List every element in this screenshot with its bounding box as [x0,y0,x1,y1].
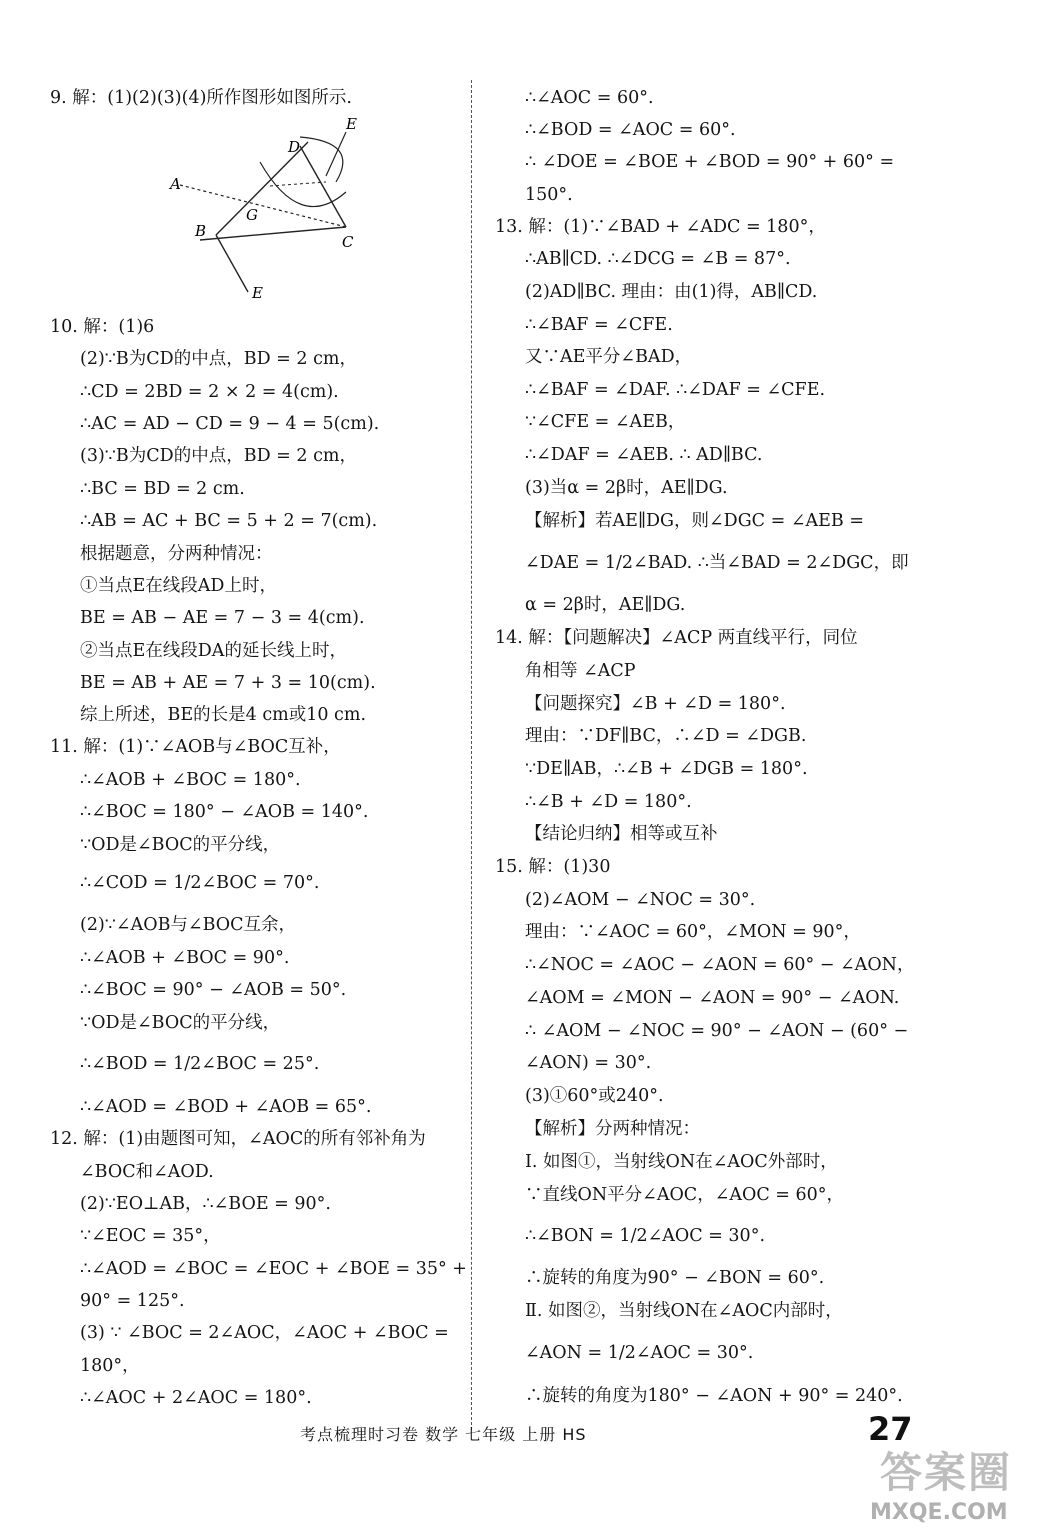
text-line: ∴ ∠DOE = ∠BOE + ∠BOD = 90° + 60° = [525,152,895,172]
text-line: ∴∠DAF = ∠AEB. ∴ AD∥BC. [525,445,763,465]
text-line: ∴∠B + ∠D = 180°. [525,792,692,812]
text-line: Ⅱ. 如图②，当射线ON在∠AOC内部时， [525,1301,843,1321]
text-line: BE = AB + AE = 7 + 3 = 10(cm). [80,673,376,693]
text-line: Ⅰ. 如图①，当射线ON在∠AOC外部时， [525,1152,838,1172]
label-g: G [246,206,258,224]
text-line: 根据题意，分两种情况： [80,544,273,564]
text-line: α = 2β时，AE∥DG. [525,595,686,615]
text-line: (3)①60°或240°. [525,1086,664,1106]
text-line: ①当点E在线段AD上时， [80,576,277,596]
problem-14-answer: 14. 解：【问题解决】∠ACP 两直线平行，同位 [495,628,858,648]
text-line: (2)∵∠AOB与∠BOC互余， [80,915,297,935]
problem-13-answer: 13. 解：(1)∵∠BAD + ∠ADC = 180°， [495,217,826,237]
text-line: ∴旋转的角度为90° − ∠BON = 60°. [525,1268,825,1288]
label-a: A [170,175,181,193]
watermark-logo: 答案圈 [880,1448,1013,1497]
label-e-top: E [346,115,357,133]
text-line: 理由：∵DF∥BC，∴∠D = ∠DGB. [525,726,807,746]
construction-arc-lower [260,162,346,207]
column-divider [471,80,472,1430]
text-line: ∴∠AOB + ∠BOC = 90°. [80,948,290,968]
text-line: ∠DAE = 1/2∠BAD. ∴当∠BAD = 2∠DGC，即 [525,553,909,573]
text-line: ∠BOC和∠AOD. [80,1162,214,1182]
text-line: ∠AOM = ∠MON − ∠AON = 90° − ∠AON. [525,988,900,1008]
text-line: (3)当α = 2β时，AE∥DG. [525,478,728,498]
text-line: ∴AB = AC + BC = 5 + 2 = 7(cm). [80,511,378,531]
text-line: BE = AB − AE = 7 − 3 = 4(cm). [80,608,365,628]
problem-10-answer: 10. 解：(1)6 [50,317,155,337]
problem-12-answer: 12. 解：(1)由题图可知，∠AOC的所有邻补角为 [50,1129,426,1149]
text-line: ②当点E在线段DA的延长线上时， [80,641,347,661]
text-line: 【结论归纳】相等或互补 [525,824,718,844]
text-line: ∴旋转的角度为180° − ∠AON + 90° = 240°. [525,1386,903,1406]
text-line: ∴∠AOD = ∠BOC = ∠EOC + ∠BOE = 35° + [80,1259,467,1279]
dotted-guide [270,182,326,186]
text-line: ∴∠AOC = 60°. [525,88,654,108]
ray-be [216,235,248,292]
text-line: ∵OD是∠BOC的平分线， [80,835,281,855]
problem-9-answer: 9. 解：(1)(2)(3)(4)所作图形如图所示. [50,88,352,108]
text-line: (2)∠AOM − ∠NOC = 30°. [525,890,756,910]
geometry-figure [160,112,370,307]
text-line: (2)∵B为CD的中点，BD = 2 cm， [80,349,357,369]
text-line: (3) ∵ ∠BOC = 2∠AOC，∠AOC + ∠BOC = [80,1323,449,1343]
label-c: C [342,233,354,251]
text-line: 理由：∵∠AOC = 60°，∠MON = 90°， [525,922,861,942]
text-line: ∴∠NOC = ∠AOC − ∠AON = 60° − ∠AON， [525,955,915,975]
watermark [870,1440,1040,1530]
text-line: 角相等 ∠ACP [525,661,636,681]
text-line: 90° = 125°. [80,1291,185,1311]
text-line: ∴BC = BD = 2 cm. [80,479,245,499]
text-line: (2)AD∥BC. 理由：由(1)得，AB∥CD. [525,282,818,302]
text-line: ∴∠BAF = ∠DAF. ∴∠DAF = ∠CFE. [525,380,826,400]
text-line: 150°. [525,185,573,205]
text-line: ∴AC = AD − CD = 9 − 4 = 5(cm). [80,414,380,434]
text-line: ∠AON = 1/2∠AOC = 30°. [525,1343,754,1363]
text-line: ∵∠EOC = 35°， [80,1226,221,1246]
text-line: ∴∠BOD = ∠AOC = 60°. [525,120,736,140]
text-line: ∴∠BAF = ∠CFE. [525,315,673,335]
text-line: 【问题探究】∠B + ∠D = 180°. [525,694,786,714]
text-line: ∴∠AOD = ∠BOD + ∠AOB = 65°. [80,1097,372,1117]
text-line: ∴∠BOD = 1/2∠BOC = 25°. [80,1054,320,1074]
text-line: ∴∠BOC = 90° − ∠AOB = 50°. [80,980,347,1000]
label-d: D [288,138,301,156]
text-line: 180°， [80,1356,140,1376]
problem-15-answer: 15. 解：(1)30 [495,857,611,877]
ray-df [326,132,346,176]
text-line: (3)∵B为CD的中点，BD = 2 cm， [80,446,357,466]
text-line: ∴CD = 2BD = 2 × 2 = 4(cm). [80,382,339,402]
text-line: ∴ ∠AOM − ∠NOC = 90° − ∠AON − (60° − [525,1021,909,1041]
text-line: ∴∠COD = 1/2∠BOC = 70°. [80,873,320,893]
text-line: ∵DE∥AB，∴∠B + ∠DGB = 180°. [525,759,808,779]
page-number: 27 [868,1410,913,1448]
text-line: ∴∠AOC + 2∠AOC = 180°. [80,1388,312,1408]
text-line: ∵∠CFE = ∠AEB， [525,412,686,432]
segment-dc [300,146,346,227]
text-line: ∵直线ON平分∠AOC，∠AOC = 60°， [525,1185,845,1205]
label-b: B [195,222,207,240]
label-e-bottom: E [252,284,263,302]
text-line: (2)∵EO⊥AB，∴∠BOE = 90°. [80,1194,331,1214]
text-line: 【解析】若AE∥DG，则∠DGC = ∠AEB = [525,511,865,531]
problem-11-answer: 11. 解：(1)∵∠AOB与∠BOC互补， [50,737,341,757]
watermark-url: MXQE.COM [870,1500,1008,1525]
text-line: ∴∠BOC = 180° − ∠AOB = 140°. [80,802,369,822]
text-line: 又∵AE平分∠BAD， [525,347,693,367]
text-line: ∠AON) = 30°. [525,1053,652,1073]
text-line: ∴∠BON = 1/2∠AOC = 30°. [525,1226,766,1246]
text-line: ∴∠AOB + ∠BOC = 180°. [80,770,301,790]
text-line: 【解析】分两种情况： [525,1119,700,1139]
footer-text: 考点梳理时习卷 数学 七年级 上册 HS [300,1425,587,1444]
text-line: ∴AB∥CD. ∴∠DCG = ∠B = 87°. [525,249,791,269]
text-line: ∵OD是∠BOC的平分线， [80,1013,281,1033]
text-line: 综上所述，BE的长是4 cm或10 cm. [80,705,367,725]
